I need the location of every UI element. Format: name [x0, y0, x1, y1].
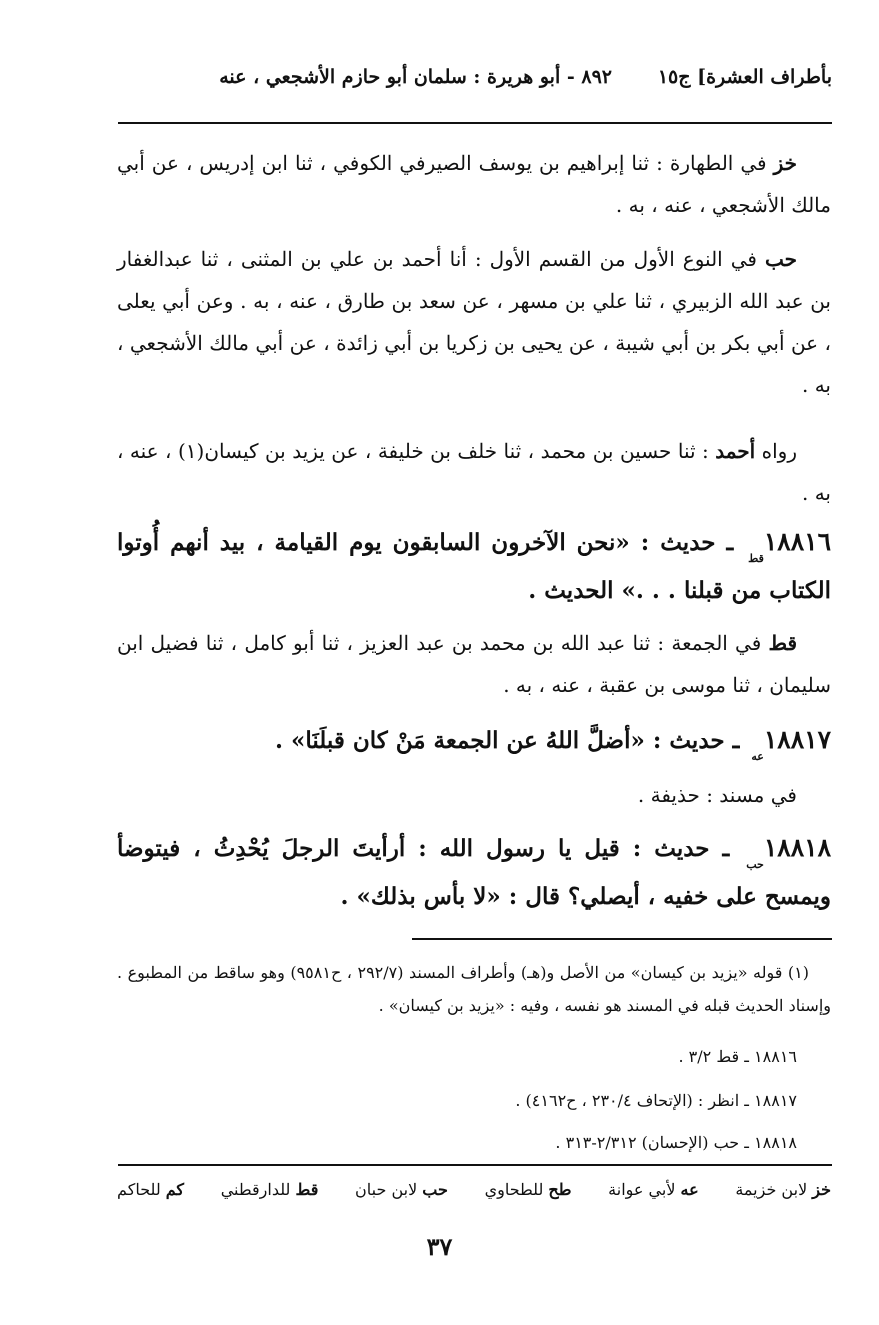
symbol-legend [117, 1180, 831, 1199]
hadith-number: ١٨٨١٧ [763, 725, 831, 754]
footnote-18818: ١٨٨١٨ ـ حب (الإحسان) ٢/٣١٢-٣١٣ . [555, 1133, 797, 1152]
footnote-18816: ١٨٨١٦ ـ قط ٣/٢ . [678, 1047, 797, 1066]
hadith-number: ١٨٨١٨ [763, 833, 831, 862]
hadith-text: ـ حديث : «نحن الآخرون السابقون يوم القيامة ، بيد أنهم أُوتوا الكتاب من قبلنا . . .» الحديث . [117, 529, 831, 604]
header-rule [118, 122, 832, 124]
footnote-rule [412, 938, 832, 940]
legend-item: حب لابن حبان [355, 1180, 448, 1199]
legend-item: طح للطحاوي [484, 1180, 572, 1199]
paragraph-text: : ثنا حسين بن محمد ، ثنا خلف بن خليفة ، عن يزيد بن كيسان(١) ، عنه ، به . [117, 439, 831, 505]
source-symbol: أحمد [715, 439, 756, 463]
legend-item: كم للحاكم [117, 1180, 185, 1199]
hadith-number: ١٨٨١٦ [763, 527, 831, 556]
source-symbol: حب [765, 247, 798, 271]
footnote-1: (١) قوله «يزيد بن كيسان» من الأصل و(هـ) وأطراف المسند (٢٩٢/٧ ، ح٩٥٨١) وهو ساقط من المطبوع . وإسناد الحديث قبله في المسند هو نفسه ، وفيه : «يزيد بن كيسان» . [117, 963, 831, 1015]
hadith-source-symbol: عه [751, 750, 764, 763]
legend-item: قط للدارقطني [220, 1180, 319, 1199]
paragraph-lead: رواه [761, 439, 797, 463]
hadith-entry-18817 [117, 718, 831, 767]
paragraph-text: في النوع الأول من القسم الأول : أنا أحمد بن علي بن المثنى ، ثنا عبدالغفار بن عبد الله الزبيري ، ثنا علي بن مسهر ، عن سعد بن طارق ، عنه ، به . وعن أبي يعلى ، عن أبي بكر بن أبي شيبة ، عن يحيى بن زكريا بن أبي زائدة ، عن أبي مالك الأشجعي ، به . [117, 247, 831, 397]
legend-item: خز لابن خزيمة [735, 1180, 831, 1199]
footnote-18817: ١٨٨١٧ ـ انظر : (الإتحاف ٢٣٠/٤ ، ح٤١٦٢) . [515, 1091, 797, 1110]
hadith-source-symbol: قط [748, 552, 764, 565]
hadith-entry-18816 [117, 520, 831, 613]
hadith-text: ـ حديث : «أضلَّ اللهُ عن الجمعة مَنْ كان قبلَنَا» . [274, 727, 740, 754]
legend-rule [118, 1164, 832, 1166]
paragraph-daraqutni [117, 622, 831, 706]
page-number: ٣٧ [426, 1232, 453, 1261]
header-section-title: ٨٩٢ - أبو هريرة : سلمان أبو حازم الأشجعي ، عنه [219, 66, 612, 88]
paragraph-khuzayma [117, 142, 831, 226]
hadith-source-symbol: حب [746, 858, 764, 871]
paragraph-musnad [117, 774, 831, 816]
hadith-text: ـ حديث : قيل يا رسول الله : أرأيتَ الرجلَ يُحْدِثُ ، فيتوضأ ويمسح على خفيه ، أيصلي؟ قال : «لا بأس بذلك» . [117, 835, 831, 910]
paragraph-ahmad [117, 430, 831, 514]
hadith-entry-18818 [117, 826, 831, 919]
paragraph-text: في الجمعة : ثنا عبد الله بن محمد بن عبد العزيز ، ثنا أبو كامل ، ثنا فضيل ابن سليمان ، ثنا موسى بن عقبة ، عنه ، به . [117, 631, 831, 697]
legend-item: عه لأبي عوانة [608, 1180, 699, 1199]
paragraph-text: في الطهارة : ثنا إبراهيم بن يوسف الصيرفي الكوفي ، ثنا ابن إدريس ، عن أبي مالك الأشجعي ، عنه ، به . [117, 151, 831, 217]
header-book-title: بأطراف العشرة] ج١٥ [657, 66, 832, 88]
source-symbol: قط [768, 631, 797, 655]
running-header [118, 66, 832, 106]
paragraph-hibban [117, 238, 831, 406]
paragraph-text: في مسند : حذيفة . [637, 783, 797, 807]
source-symbol: خز [773, 151, 798, 175]
